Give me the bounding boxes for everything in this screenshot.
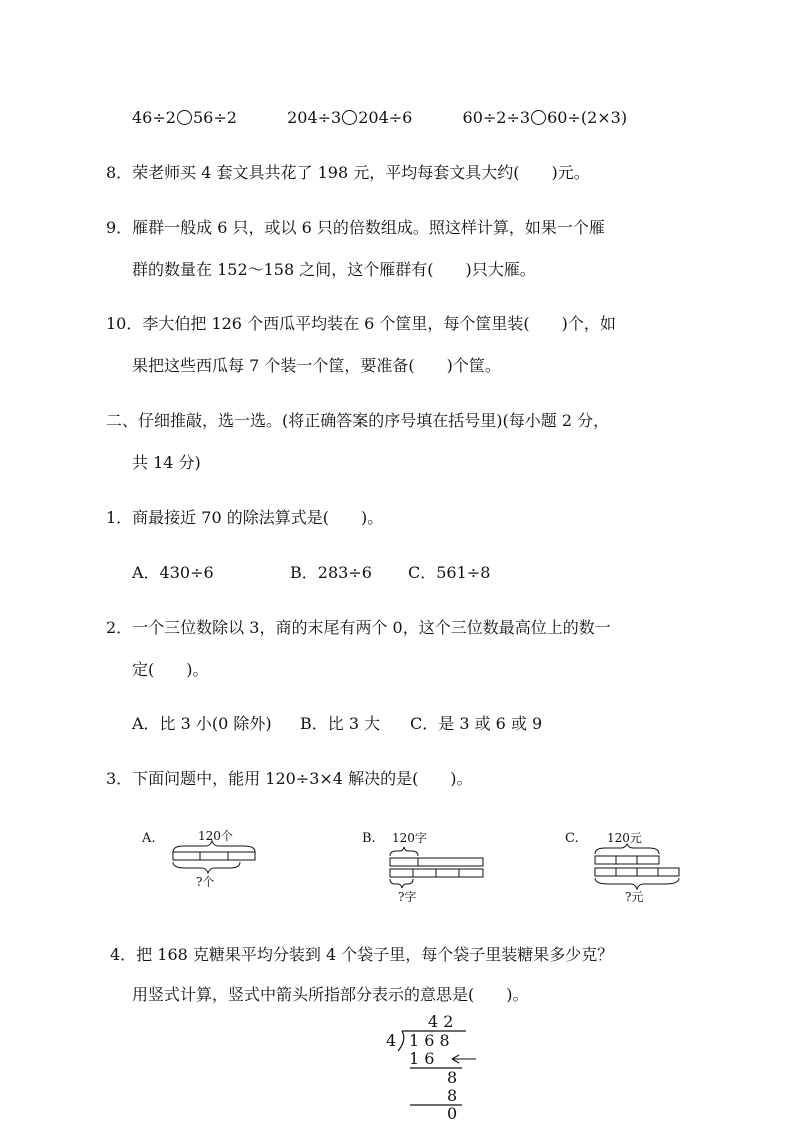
diagram-b-top-label: 120字 bbox=[392, 831, 427, 845]
question-10-line2: 果把这些西瓜每 7 个装一个筐，要准备( )个筐。 bbox=[132, 356, 501, 375]
division-dividend: 1 6 8 bbox=[409, 1031, 450, 1050]
diagram-c-bottom-label: ?元 bbox=[625, 890, 644, 904]
mc-question-4-line2: 用竖式计算，竖式中箭头所指部分表示的意思是( )。 bbox=[132, 985, 529, 1004]
diagram-b-bottom-brace bbox=[390, 879, 413, 888]
mc-question-3: 3．下面问题中，能用 120÷3×4 解决的是( )。 bbox=[106, 769, 473, 788]
diagram-a-label: A. bbox=[142, 831, 156, 846]
mc-question-1: 1．商最接近 70 的除法算式是( )。 bbox=[106, 508, 384, 527]
division-bracket bbox=[398, 1031, 404, 1051]
diagram-c-top-label: 120元 bbox=[607, 831, 642, 845]
question-10-line1: 10．李大伯把 126 个西瓜平均装在 6 个筐里，每个筐里装( )个，如 bbox=[106, 314, 616, 333]
mc-question-2-line2: 定( )。 bbox=[132, 660, 209, 679]
section-2-title-line2: 共 14 分) bbox=[132, 453, 201, 472]
q1-option-c[interactable]: C．561÷8 bbox=[408, 563, 491, 582]
q2-option-c[interactable]: C．是 3 或 6 或 9 bbox=[410, 714, 543, 733]
question-9-line2: 群的数量在 152～158 之间，这个雁群有( )只大雁。 bbox=[132, 260, 536, 279]
compare-circle-blank[interactable] bbox=[177, 110, 192, 125]
diagram-a-bottom-brace bbox=[173, 862, 240, 873]
compare-c-left: 60÷2÷3 bbox=[462, 108, 531, 127]
compare-c-right: 60÷(2×3) bbox=[547, 108, 628, 127]
diagram-c-bottom-brace bbox=[595, 878, 679, 889]
diagram-c-bar-1 bbox=[595, 856, 659, 864]
diagram-b-top-brace bbox=[390, 847, 418, 856]
diagram-a-top-label: 120个 bbox=[198, 829, 233, 843]
diagram-a-bottom-label: ?个 bbox=[196, 875, 215, 889]
compare-circle-blank[interactable] bbox=[342, 110, 357, 125]
q1-option-a[interactable]: A．430÷6 bbox=[132, 563, 214, 582]
compare-a-left: 46÷2 bbox=[132, 108, 176, 127]
division-remainder: 0 bbox=[447, 1104, 458, 1122]
diagram-a-bar bbox=[173, 852, 255, 860]
diagram-b-bottom-label: ?字 bbox=[398, 890, 417, 904]
q1-option-b[interactable]: B．283÷6 bbox=[290, 563, 372, 582]
compare-circle-blank[interactable] bbox=[531, 110, 546, 125]
compare-b-left: 204÷3 bbox=[287, 108, 342, 127]
q3-diagram-c[interactable] bbox=[565, 826, 690, 906]
diagram-c-label: C. bbox=[565, 831, 579, 846]
compare-row bbox=[132, 108, 627, 128]
division-step-1: 1 6 bbox=[409, 1049, 435, 1068]
mc-question-4-line1: 4．把 168 克糖果平均分装到 4 个袋子里，每个袋子里装糖果多少克？ bbox=[110, 945, 614, 964]
diagram-b-bar-1 bbox=[390, 858, 483, 866]
mc-question-2-line1: 2．一个三位数除以 3，商的末尾有两个 0，这个三位数最高位上的数一 bbox=[106, 618, 611, 637]
division-step-3: 8 bbox=[447, 1086, 458, 1105]
section-2-title-line1: 二、仔细推敲，选一选。(将正确答案的序号填在括号里)(每小题 2 分， bbox=[106, 411, 610, 430]
q2-option-a[interactable]: A．比 3 小(0 除外) bbox=[132, 714, 272, 733]
q3-diagram-a[interactable] bbox=[140, 826, 265, 892]
compare-a-right: 56÷2 bbox=[192, 108, 237, 127]
q3-diagram-b[interactable] bbox=[362, 826, 492, 906]
long-division bbox=[380, 1010, 490, 1122]
division-divisor: 4 bbox=[386, 1031, 397, 1050]
q2-option-b[interactable]: B．比 3 大 bbox=[300, 714, 381, 733]
compare-b-right: 204÷6 bbox=[358, 108, 413, 127]
question-9-line1: 9．雁群一般成 6 只，或以 6 只的倍数组成。照这样计算，如果一个雁 bbox=[106, 218, 605, 237]
division-step-2: 8 bbox=[447, 1068, 458, 1087]
division-quotient: 4 2 bbox=[428, 1012, 454, 1031]
diagram-c-top-brace bbox=[595, 844, 659, 854]
diagram-b-label: B. bbox=[362, 831, 376, 846]
question-8: 8．荣老师买 4 套文具共花了 198 元，平均每套文具大约( )元。 bbox=[106, 163, 590, 182]
